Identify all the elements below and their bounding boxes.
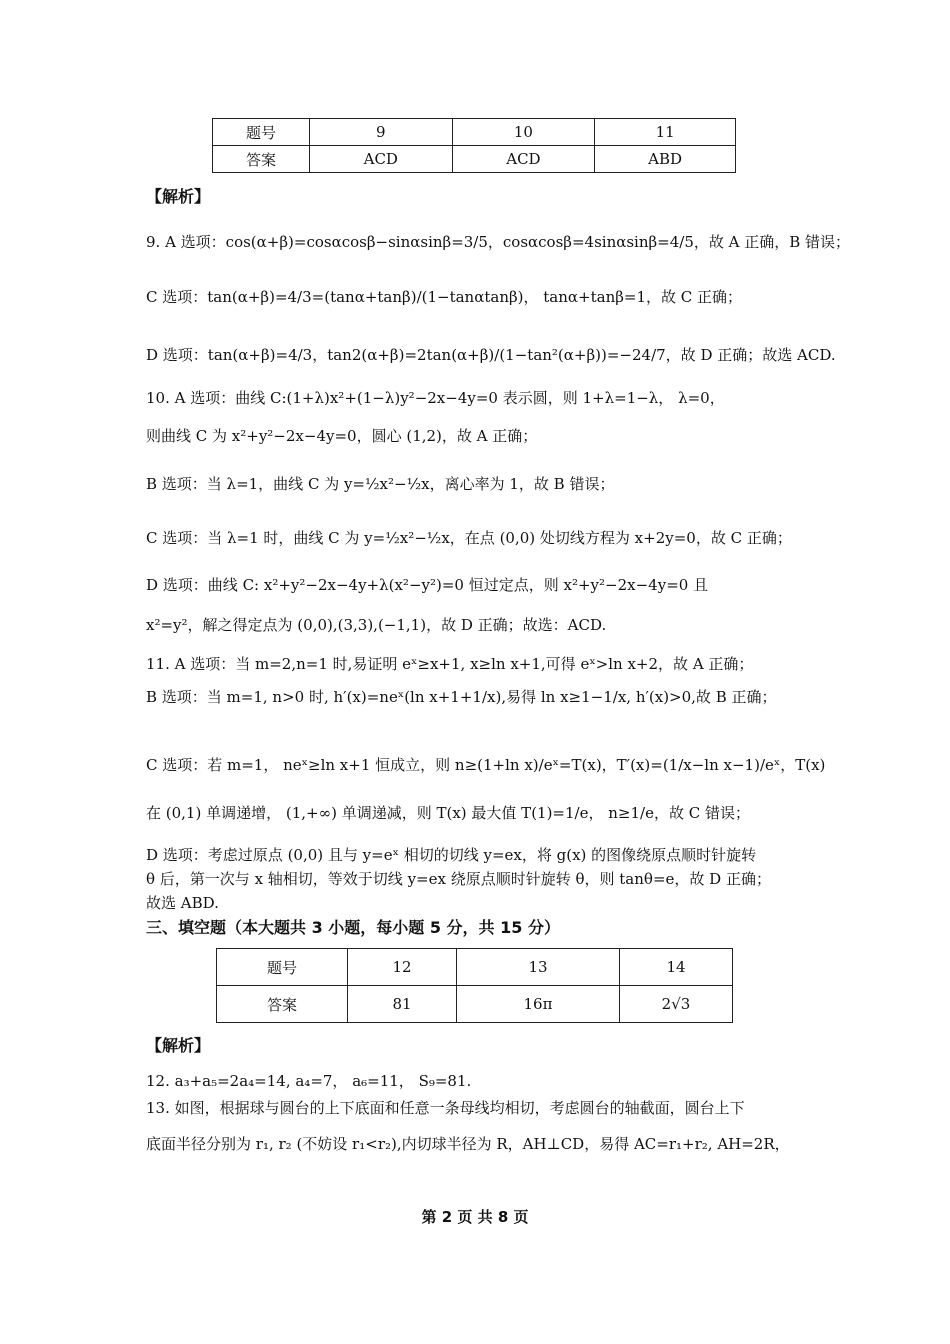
table-row xyxy=(213,146,736,173)
answer-table-9-11 xyxy=(212,118,736,173)
table-cell: 13 xyxy=(457,949,620,986)
q11-option-d-end: 故选 ABD. xyxy=(146,894,219,912)
table-row xyxy=(217,949,733,986)
q9-option-a: 9. A 选项：cos(α+β)=cosαcosβ−sinαsinβ=3/5，cosαcosβ=4sinαsinβ=4/5，故 A 正确，B 错误； xyxy=(146,233,851,251)
table-row xyxy=(217,986,733,1023)
q11-option-d-cont: θ 后，第一次与 x 轴相切，等效于切线 y=ex 绕原点顺时针旋转 θ，则 tanθ=e，故 D 正确； xyxy=(146,870,771,888)
table-cell: 81 xyxy=(348,986,457,1023)
q11-option-c-cont: 在 (0,1) 单调递增， (1,+∞) 单调递减，则 T(x) 最大值 T(1)=1/e， n≥1/e，故 C 错误； xyxy=(146,804,750,822)
q9-option-c: C 选项：tan(α+β)=4/3=(tanα+tanβ)/(1−tanαtanβ)， tanα+tanβ=1，故 C 正确； xyxy=(146,288,743,306)
analysis-heading: 【解析】 xyxy=(146,1036,211,1055)
table-cell: ACD xyxy=(310,146,453,173)
table-cell: 答案 xyxy=(213,146,310,173)
section-title: 三、填空题（本大题共 3 小题，每小题 5 分，共 15 分） xyxy=(146,918,560,937)
q11-option-a: 11. A 选项：当 m=2,n=1 时,易证明 eˣ≥x+1, x≥ln x+1,可得 eˣ>ln x+2，故 A 正确； xyxy=(146,655,754,673)
q11-option-c: C 选项：若 m=1， neˣ≥ln x+1 恒成立，则 n≥(1+ln x)/eˣ=T(x)，T′(x)=(1/x−ln x−1)/eˣ，T(x) xyxy=(146,756,826,774)
table-cell: 2√3 xyxy=(620,986,733,1023)
table-cell: 9 xyxy=(310,119,453,146)
q10-option-a-cont: 则曲线 C 为 x²+y²−2x−4y=0，圆心 (1,2)，故 A 正确； xyxy=(146,427,538,445)
table-cell: 16π xyxy=(457,986,620,1023)
q10-option-c: C 选项：当 λ=1 时，曲线 C 为 y=½x²−½x，在点 (0,0) 处切线方程为 x+2y=0，故 C 正确； xyxy=(146,529,792,547)
table-cell: 答案 xyxy=(217,986,348,1023)
q11-option-d: D 选项：考虑过原点 (0,0) 且与 y=eˣ 相切的切线 y=ex，将 g(x) 的图像绕原点顺时针旋转 xyxy=(146,846,757,864)
table-cell: 12 xyxy=(348,949,457,986)
table-cell: ACD xyxy=(452,146,595,173)
q10-option-d: D 选项：曲线 C: x²+y²−2x−4y+λ(x²−y²)=0 恒过定点，则 x²+y²−2x−4y=0 且 xyxy=(146,576,709,594)
q13-solution: 13. 如图，根据球与圆台的上下底面和任意一条母线均相切，考虑圆台的轴截面，圆台上下 xyxy=(146,1099,745,1117)
table-cell: 题号 xyxy=(213,119,310,146)
table-cell: 题号 xyxy=(217,949,348,986)
answer-table-12-14 xyxy=(216,948,733,1023)
q13-solution-cont: 底面半径分别为 r₁, r₂ (不妨设 r₁<r₂),内切球半径为 R，AH⊥CD，易得 AC=r₁+r₂, AH=2R， xyxy=(146,1135,790,1153)
table-row xyxy=(213,119,736,146)
table-cell: 10 xyxy=(452,119,595,146)
q11-option-b: B 选项：当 m=1, n>0 时, h′(x)=neˣ(ln x+1+1/x),易得 ln x≥1−1/x, h′(x)>0,故 B 正确； xyxy=(146,688,777,706)
q10-option-a: 10. A 选项：曲线 C:(1+λ)x²+(1−λ)y²−2x−4y=0 表示圆，则 1+λ=1−λ， λ=0， xyxy=(146,389,725,407)
q10-option-d-cont: x²=y²，解之得定点为 (0,0),(3,3),(−1,1)，故 D 正确；故选：ACD. xyxy=(146,616,607,634)
q9-option-d: D 选项：tan(α+β)=4/3，tan2(α+β)=2tan(α+β)/(1−tan²(α+β))=−24/7，故 D 正确；故选 ACD. xyxy=(146,346,836,364)
analysis-heading: 【解析】 xyxy=(146,187,211,206)
table-cell: ABD xyxy=(595,146,736,173)
q12-solution: 12. a₃+a₅=2a₄=14, a₄=7， a₆=11， S₉=81. xyxy=(146,1072,472,1090)
page-footer: 第 2 页 共 8 页 xyxy=(421,1208,529,1226)
q10-option-b: B 选项：当 λ=1，曲线 C 为 y=½x²−½x，离心率为 1，故 B 错误； xyxy=(146,475,615,493)
table-cell: 11 xyxy=(595,119,736,146)
table-cell: 14 xyxy=(620,949,733,986)
